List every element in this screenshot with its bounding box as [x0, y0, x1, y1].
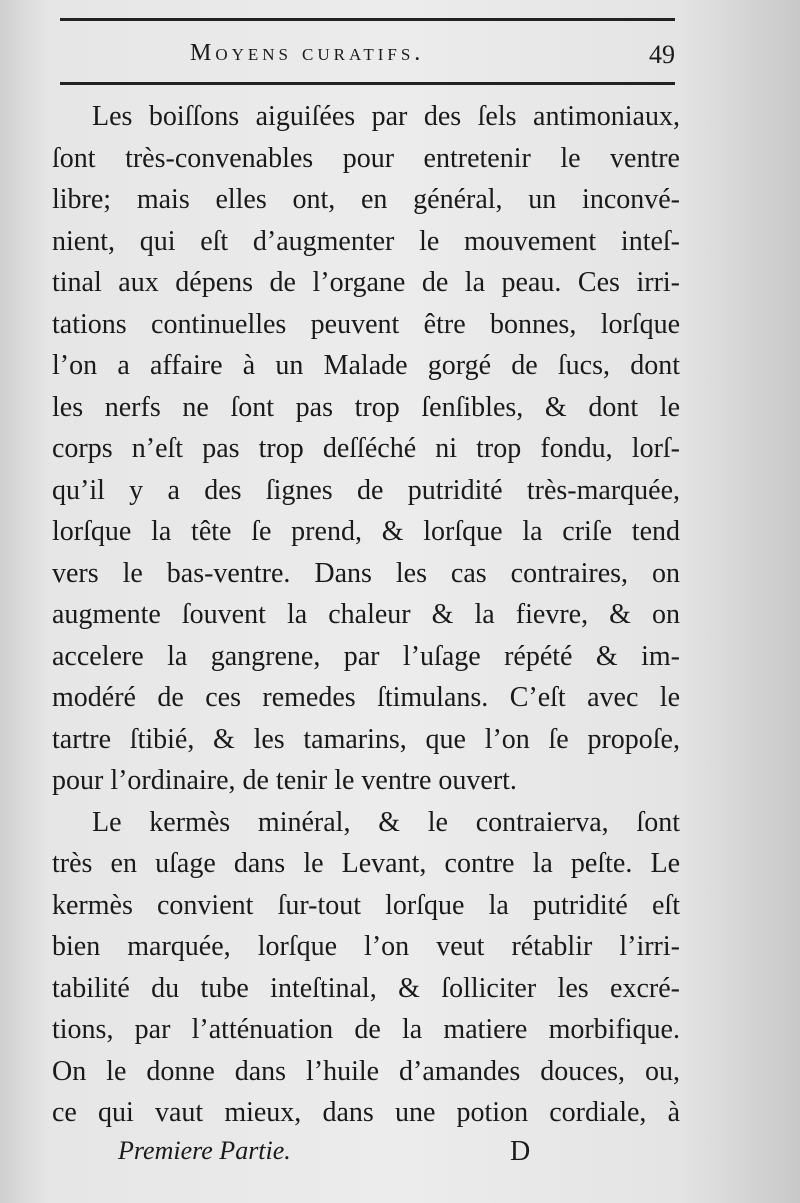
text-line: tations continuelles peuvent être bonnes, lorſque [52, 308, 680, 340]
text-line: corps n’eſt pas trop deſſéché ni trop fondu, lorſ- [52, 433, 680, 464]
text-line: tabilité du tube inteſtinal, & ſolliciter les excré- [52, 972, 680, 1004]
text-line: modéré de ces remedes ſtimulans. C’eſt avec le [52, 682, 680, 713]
text-line: les nerfs ne ſont pas trop ſenſibles, & dont le [52, 391, 680, 423]
text-line: Le kermès minéral, & le contraierva, ſont [92, 806, 680, 838]
text-line: pour l’ordinaire, de tenir le ventre ouvert. [52, 765, 517, 796]
running-head [60, 40, 675, 80]
page-number: 49 [649, 40, 675, 69]
header-rule [60, 82, 675, 85]
text-line: tartre ſtibié, & les tamarins, que l’on ſe propoſe, [52, 723, 680, 755]
text-line: tinal aux dépens de l’organe de la peau. Ces irri- [52, 267, 680, 298]
top-rule [60, 18, 675, 21]
text-line: bien marquée, lorſque l’on veut rétablir l’irri- [52, 931, 680, 962]
text-line: On le donne dans l’huile d’amandes douces, ou, [52, 1055, 680, 1087]
text-line: qu’il y a des ſignes de putridité très-marquée, [52, 474, 680, 506]
text-line: nient, qui eſt d’augmenter le mouvement inteſ- [52, 225, 680, 257]
text-line: très en uſage dans le Levant, contre la peſte. Le [52, 848, 680, 879]
text-line: augmente ſouvent la chaleur & la fievre, & on [52, 599, 680, 630]
signature-mark: D [510, 1136, 531, 1167]
text-line: l’on a affaire à un Malade gorgé de ſucs, dont [52, 350, 680, 381]
text-line: ſont très-convenables pour entretenir le ventre [52, 142, 680, 174]
text-line: kermès convient ſur-tout lorſque la putridité eſt [52, 889, 680, 921]
text-line: tions, par l’atténuation de la matiere morbifique. [52, 1014, 680, 1045]
part-label: Premiere Partie. [118, 1136, 291, 1165]
page-footer [60, 1136, 675, 1176]
body-text [52, 96, 680, 1134]
text-line: libre; mais elles ont, en général, un inconvé- [52, 184, 680, 215]
text-line: accelere la gangrene, par l’uſage répété & im- [52, 640, 680, 672]
text-line: lorſque la tête ſe prend, & lorſque la criſe tend [52, 516, 680, 547]
text-line: Les boiſſons aiguiſées par des ſels antimoniaux, [92, 101, 680, 132]
text-line: ce qui vaut mieux, dans une potion cordiale, à [52, 1097, 680, 1128]
text-line: vers le bas-ventre. Dans les cas contraires, on [52, 557, 680, 589]
running-head-title: Moyens curatifs. [190, 40, 425, 66]
